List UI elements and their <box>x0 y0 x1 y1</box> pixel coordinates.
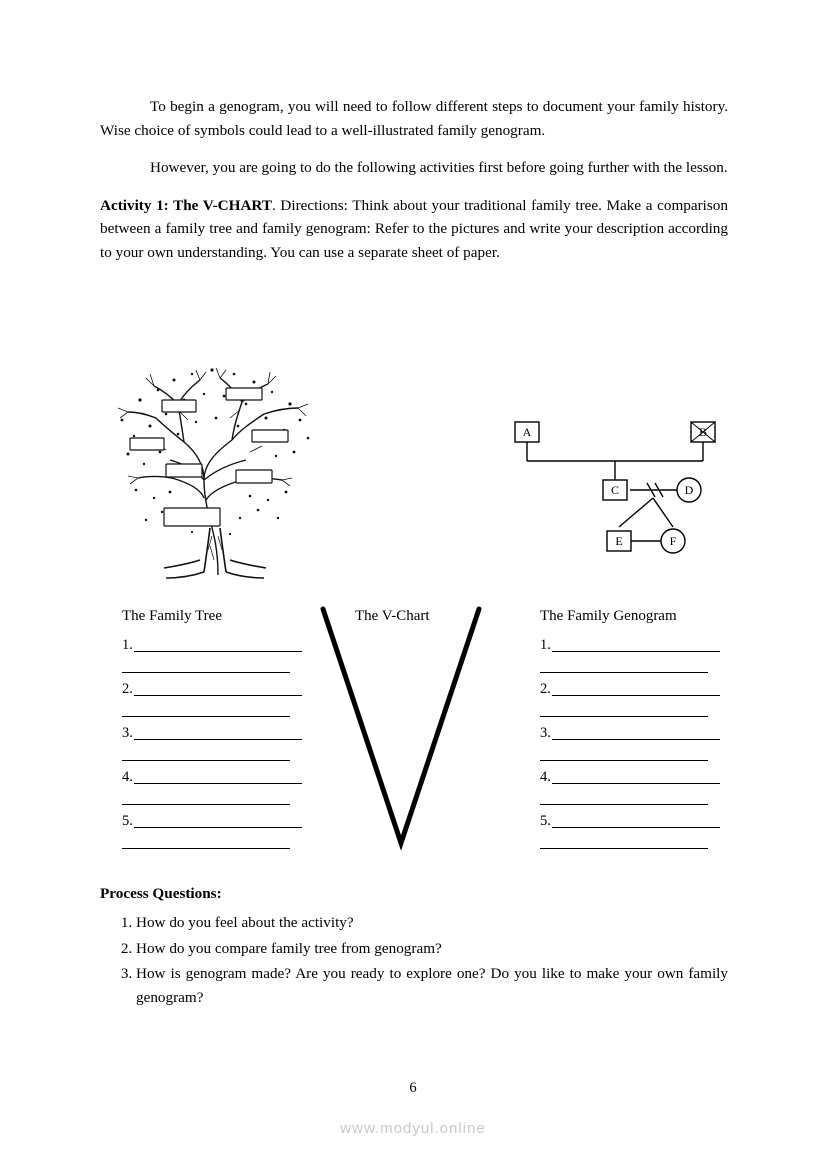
paragraph-2-text: However, you are going to do the following activities first before going further with the lesson. <box>150 159 728 177</box>
line-number: 1. <box>540 637 551 653</box>
line-number: 2. <box>540 681 551 697</box>
blank-rule <box>552 739 720 740</box>
body-text <box>100 95 728 278</box>
process-question-item: 1. How do you feel about the activity? <box>136 911 728 935</box>
blank-rule <box>122 848 290 849</box>
line-number: 2. <box>122 681 133 697</box>
answer-line-row[interactable] <box>122 814 302 858</box>
blank-rule <box>122 760 290 761</box>
v-chart-shape <box>315 605 490 850</box>
genogram-caption: The Family Genogram <box>540 608 677 624</box>
genogram-node-f-label: F <box>669 534 677 548</box>
figure-area <box>100 350 728 860</box>
line-number: 5. <box>540 813 551 829</box>
blank-rule <box>552 695 720 696</box>
blank-rule <box>122 716 290 717</box>
answer-line-row[interactable] <box>122 682 302 726</box>
genogram-node-b-label: B <box>698 425 708 439</box>
process-questions-heading: Process Questions: <box>100 885 222 902</box>
answer-line-row[interactable] <box>122 770 302 814</box>
process-questions-list <box>100 911 728 1009</box>
blank-rule <box>122 804 290 805</box>
blank-rule <box>134 651 302 652</box>
answer-line-row[interactable] <box>540 814 720 858</box>
answer-line-row[interactable] <box>122 638 302 682</box>
blank-rule <box>134 695 302 696</box>
answer-line-row[interactable] <box>122 726 302 770</box>
family-tree-answer-lines <box>122 638 302 858</box>
genogram-node-a-label: A <box>522 425 532 439</box>
genogram-node-e-label: E <box>615 534 623 548</box>
line-number: 3. <box>540 725 551 741</box>
answer-line-row[interactable] <box>540 638 720 682</box>
genogram-node-d-label: D <box>684 483 694 497</box>
paragraph-1 <box>100 95 728 142</box>
blank-rule <box>134 827 302 828</box>
process-question-item: 2. How do you compare family tree from genogram? <box>136 937 728 961</box>
blank-rule <box>552 827 720 828</box>
genogram-node-c-label: C <box>610 483 620 497</box>
paragraph-2 <box>100 156 728 180</box>
blank-rule <box>134 783 302 784</box>
process-question-item: 3. How is genogram made? Are you ready to explore one? Do you like to make your own family genogram? <box>136 962 728 1009</box>
answer-line-row[interactable] <box>540 682 720 726</box>
line-number: 5. <box>122 813 133 829</box>
activity-paragraph <box>100 194 728 265</box>
line-number: 3. <box>122 725 133 741</box>
vchart-caption: The V-Chart <box>355 608 430 624</box>
line-number: 4. <box>122 769 133 785</box>
process-questions-section <box>100 885 728 1011</box>
blank-rule <box>540 672 708 673</box>
blank-rule <box>540 848 708 849</box>
line-number: 1. <box>122 637 133 653</box>
genogram-answer-lines <box>540 638 720 858</box>
answer-line-row[interactable] <box>540 770 720 814</box>
blank-rule <box>540 804 708 805</box>
blank-rule <box>134 739 302 740</box>
blank-rule <box>122 672 290 673</box>
family-tree-caption: The Family Tree <box>122 608 222 624</box>
watermark: www.modyul.online <box>340 1120 486 1137</box>
activity-directions: . Directions: Think about your traditional family tree. Make a comparison between a family tree and family genogram: Refer to the pictures and write your description according to your own understanding. You can use a separate sheet of paper. <box>100 196 728 261</box>
blank-rule <box>552 651 720 652</box>
blank-rule <box>540 716 708 717</box>
blank-rule <box>552 783 720 784</box>
answer-line-row[interactable] <box>540 726 720 770</box>
paragraph-1-text: To begin a genogram, you will need to follow different steps to document your family history. Wise choice of symbols could lead to a well-illustrated family genogram. <box>100 98 728 139</box>
activity-label: Activity 1: The V-CHART <box>100 196 272 214</box>
blank-rule <box>540 760 708 761</box>
family-tree-illustration <box>100 360 340 590</box>
line-number: 4. <box>540 769 551 785</box>
family-genogram-diagram <box>495 415 735 575</box>
page-number: 6 <box>409 1080 417 1096</box>
